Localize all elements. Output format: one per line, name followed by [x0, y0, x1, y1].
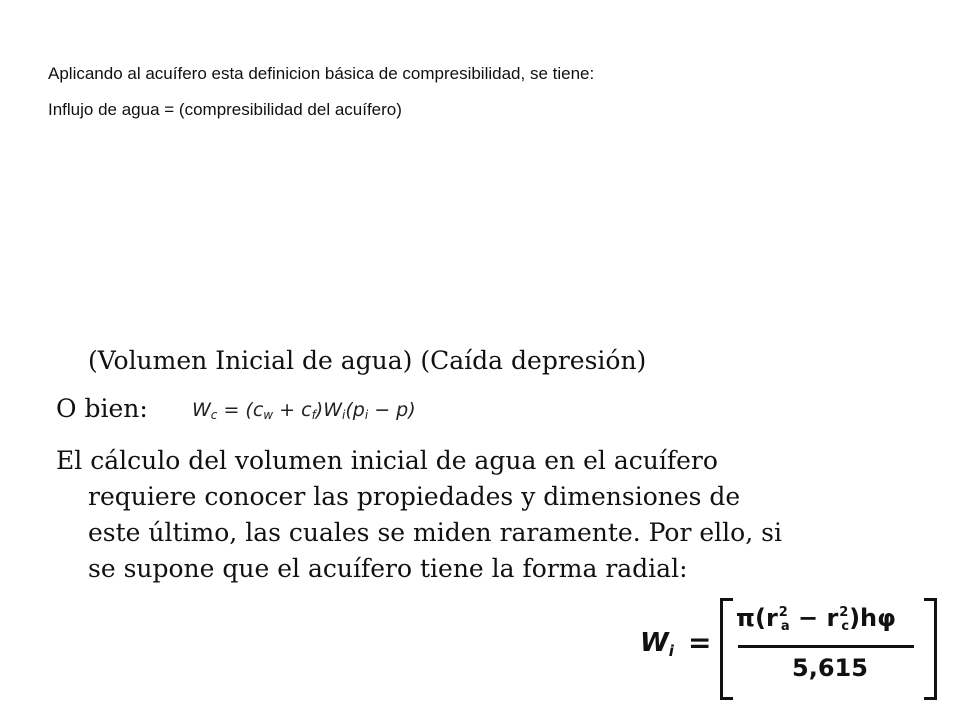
- eq2-lhs: [640, 628, 674, 660]
- eq1-minus-p: − p): [374, 399, 416, 421]
- eq2-num-pre: π(r: [736, 604, 778, 632]
- intro-line-2: Influjo de agua = (compresibilidad del acuífero): [48, 100, 402, 119]
- eq1-pi-sub: i: [364, 408, 369, 422]
- fraction-bar: [738, 645, 914, 648]
- intro-line-1: Aplicando al acuífero esta definicion básica de compresibilidad, se tiene:: [48, 64, 595, 83]
- eq2-denominator: 5,615: [792, 654, 868, 682]
- volume-line: (Volumen Inicial de agua) (Caída depresión): [88, 346, 647, 375]
- paragraph-line: se supone que el acuífero tiene la forma radial:: [88, 554, 688, 583]
- eq1-cw-sub: w: [263, 408, 274, 422]
- eq1-open: (c: [245, 399, 264, 421]
- right-bracket: [924, 598, 937, 700]
- paragraph-line: El cálculo del volumen inicial de agua en el acuífero: [56, 446, 718, 475]
- eq1-p-open: (p: [345, 399, 365, 421]
- paragraph-line: este último, las cuales se miden raramente. Por ello, si: [88, 518, 782, 547]
- left-bracket: [720, 598, 733, 700]
- paragraph: [56, 443, 916, 587]
- eq1-equals: =: [223, 399, 240, 421]
- eq2-rc-sub: c: [841, 619, 850, 634]
- eq2-ra-sub: a: [780, 619, 790, 634]
- o-bien-label: O bien:: [56, 394, 148, 423]
- eq1-plus: + c: [279, 399, 312, 421]
- eq1-lhs: W: [192, 399, 211, 421]
- eq2-equals: =: [688, 626, 712, 659]
- eq1-cf-sub: f: [311, 408, 316, 422]
- eq1-lhs-sub: c: [210, 408, 218, 422]
- eq2-numerator: [736, 604, 896, 634]
- eq2-rc-sup: 2: [839, 605, 849, 620]
- eq2-minus: − r: [797, 604, 839, 632]
- eq1-wi-sub: i: [342, 408, 346, 422]
- eq2-ra-sup: 2: [778, 605, 788, 620]
- equation-initial-volume: [640, 596, 940, 700]
- equation-water-influx: [192, 396, 416, 429]
- eq2-num-post: )hφ: [849, 604, 896, 632]
- eq1-close-w: )W: [315, 399, 342, 421]
- eq2-lhs-sub: i: [668, 642, 674, 660]
- eq2-lhs-var: W: [640, 628, 669, 658]
- paragraph-line: requiere conocer las propiedades y dimensiones de: [88, 482, 741, 511]
